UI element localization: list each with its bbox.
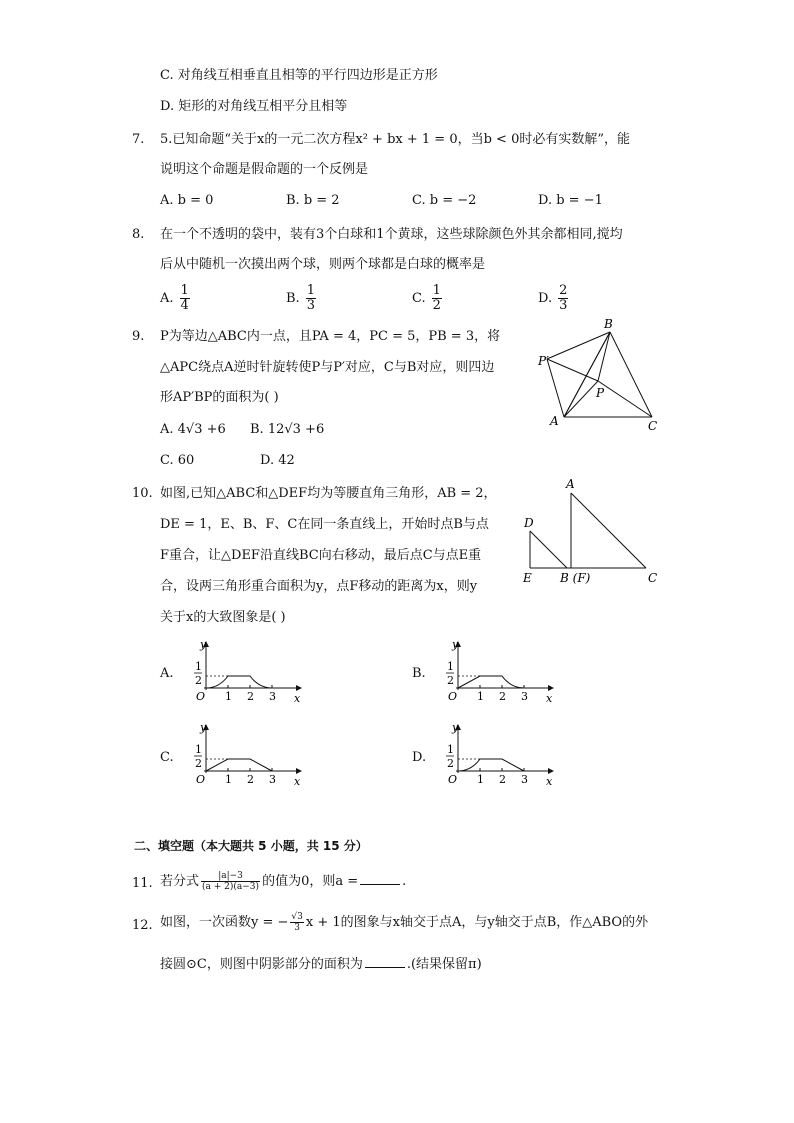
q9-stem-line2: △APC绕点A逆时针旋转使P与P′对应，C与B对应，则四边 [160, 360, 495, 375]
q10-seg-ac [571, 493, 646, 568]
q9-label-b: B [604, 317, 613, 331]
origin-label: O [448, 773, 458, 786]
q12-stem-line1: 如图，一次函数y = − $\frac{√3}{3}$ x + 1的图象与x轴交于点A，与y轴交于点B，作△ABO的外 [160, 912, 649, 933]
q9-option-a: A. 4√3 +6 [160, 422, 226, 437]
x-tick-label-3: 3 [269, 773, 276, 786]
q7-option-a: A. b = 0 [160, 193, 214, 208]
q10-graph-d-svg [434, 721, 559, 789]
y-of-x-curve [458, 759, 524, 771]
q9-label-a: A [550, 414, 559, 428]
x-axis-label: x [294, 692, 301, 705]
x-axis-label: x [546, 775, 553, 788]
x-tick-label-3: 3 [521, 773, 528, 786]
q11-stem: 若分式 $\frac{|a|-3}{(a + 2)(a-3)}$ 的值为0，则a = . [160, 871, 407, 892]
half-label-num: 1 [195, 660, 202, 673]
origin-label: O [448, 690, 458, 703]
q10-graph-option-b-label: B. [412, 666, 426, 681]
q9-seg-bp [598, 332, 610, 381]
q7-option-c: C. b = −2 [412, 193, 477, 208]
q10-graph-c-svg [182, 721, 307, 789]
q11-answer-blank[interactable] [360, 872, 400, 885]
q7-stem-line2: 说明这个命题是假命题的一个反例是 [160, 162, 369, 177]
half-label-den: 2 [447, 674, 454, 687]
q8-option-d: D. $\frac{2}{3}$ [538, 283, 568, 313]
q10-stem-line4: 合，设两三角形重合面积为y，点F移动的距离为x，则y [160, 579, 478, 594]
section-2-title: 二、填空题（本大题共 5 小题，共 15 分） [134, 839, 368, 853]
q10-label-bf: B (F) [560, 571, 591, 585]
q9-seg-p1p [547, 359, 598, 381]
q8-option-b: B. $\frac{1}{3}$ [286, 283, 315, 313]
q10-graph-a-svg [182, 638, 307, 706]
q10-graph-d [434, 721, 559, 789]
x-axis-arrow-icon [296, 768, 302, 774]
q8-stem-line1: 在一个不透明的袋中，装有3个白球和1个黄球，这些球除颜色外其余都相同,搅均 [160, 227, 623, 242]
q7-stem-line1: 5.已知命题“关于x的一元二次方程x² + bx + 1 = 0，当b < 0时必有实数解”，能 [160, 132, 630, 147]
x-axis-arrow-icon [296, 685, 302, 691]
half-label-den: 2 [195, 757, 202, 770]
x-axis-label: x [546, 692, 553, 705]
q10-graph-a [182, 638, 307, 706]
q7-option-b: B. b = 2 [286, 193, 340, 208]
x-tick-label-2: 2 [247, 773, 254, 786]
q10-graph-c [182, 721, 307, 789]
x-axis-label: x [294, 775, 301, 788]
x-tick-label-1: 1 [477, 773, 484, 786]
q10-stem-line5: 关于x的大致图象是( ) [160, 610, 286, 625]
q10-graph-option-d-label: D. [412, 750, 427, 765]
q9-label-p1: P′ [538, 354, 549, 368]
x-tick-label-1: 1 [477, 690, 484, 703]
q7-option-d: D. b = −1 [538, 193, 603, 208]
q9-figure [530, 315, 670, 435]
q9-option-c: C. 60 [160, 453, 195, 468]
q9-option-d: D. 42 [260, 453, 295, 468]
q11-number: 11. [132, 876, 153, 891]
y-of-x-curve [206, 759, 272, 771]
q9-seg-p1b [547, 332, 610, 359]
q10-label-d: D [524, 516, 534, 530]
q10-graph-b [434, 638, 559, 706]
half-label-num: 1 [447, 660, 454, 673]
q8-option-c: C. $\frac{1}{2}$ [412, 283, 441, 313]
x-tick-label-3: 3 [269, 690, 276, 703]
origin-label: O [196, 690, 206, 703]
half-label-den: 2 [195, 674, 202, 687]
q12-answer-blank[interactable] [365, 955, 405, 968]
q9-seg-extra [564, 332, 610, 417]
y-axis-label: y [200, 721, 207, 734]
q10-label-e: E [523, 571, 532, 585]
q9-stem-line1: P为等边△ABC内一点，且PA = 4，PC = 5，PB = 3，将 [160, 329, 501, 344]
q9-stem-line3: 形AP′BP的面积为( ) [160, 390, 279, 405]
q10-graph-option-c-label: C. [160, 750, 174, 765]
x-tick-label-3: 3 [521, 690, 528, 703]
half-label-num: 1 [195, 743, 202, 756]
y-axis-label: y [452, 721, 459, 734]
q8-option-a: A. $\frac{1}{4}$ [160, 283, 189, 313]
y-of-x-curve [458, 676, 524, 688]
y-of-x-curve [206, 676, 272, 688]
q10-seg-df [530, 531, 567, 568]
q10-stem-line3: F重合，让△DEF沿直线BC向右移动，最后点C与点E重 [160, 548, 482, 563]
q9-seg-bc [610, 332, 652, 417]
origin-label: O [196, 773, 206, 786]
q9-label-p: P [596, 386, 605, 400]
x-tick-label-2: 2 [499, 773, 506, 786]
q10-stem-line1: 如图,已知△ABC和△DEF均为等腰直角三角形，AB = 2， [160, 486, 497, 501]
y-axis-label: y [200, 638, 207, 651]
q8-stem-line2: 后从中随机一次摸出两个球，则两个球都是白球的概率是 [160, 257, 486, 272]
q10-number: 10. [132, 486, 153, 501]
q10-graph-b-svg [434, 638, 559, 706]
x-axis-arrow-icon [548, 768, 554, 774]
q12-stem-line2: 接圆⊙C，则图中阴影部分的面积为 .(结果保留π) [160, 957, 482, 972]
q12-number: 12. [132, 918, 153, 933]
x-tick-label-2: 2 [247, 690, 254, 703]
half-label-num: 1 [447, 743, 454, 756]
q10-label-a: A [566, 477, 575, 491]
q6-option-c: C. 对角线互相垂直且相等的平行四边形是正方形 [160, 68, 438, 83]
q9-seg-ap1 [547, 359, 564, 417]
q9-number: 9. [132, 329, 145, 344]
x-tick-label-1: 1 [225, 690, 232, 703]
q9-option-b: B. 12√3 +6 [250, 422, 325, 437]
q7-number: 7. [132, 132, 145, 147]
q10-label-c: C [648, 571, 658, 585]
q8-number: 8. [132, 227, 145, 242]
q10-figure [518, 474, 668, 589]
q9-seg-cp [598, 381, 652, 417]
y-axis-label: y [452, 638, 459, 651]
q9-label-c: C [648, 419, 658, 433]
half-label-den: 2 [447, 757, 454, 770]
q10-graph-option-a-label: A. [160, 666, 174, 681]
q6-option-d: D. 矩形的对角线互相平分且相等 [160, 99, 348, 114]
x-tick-label-2: 2 [499, 690, 506, 703]
x-axis-arrow-icon [548, 685, 554, 691]
x-tick-label-1: 1 [225, 773, 232, 786]
q10-stem-line2: DE = 1，E、B、F、C在同一条直线上，开始时点B与点 [160, 517, 489, 532]
